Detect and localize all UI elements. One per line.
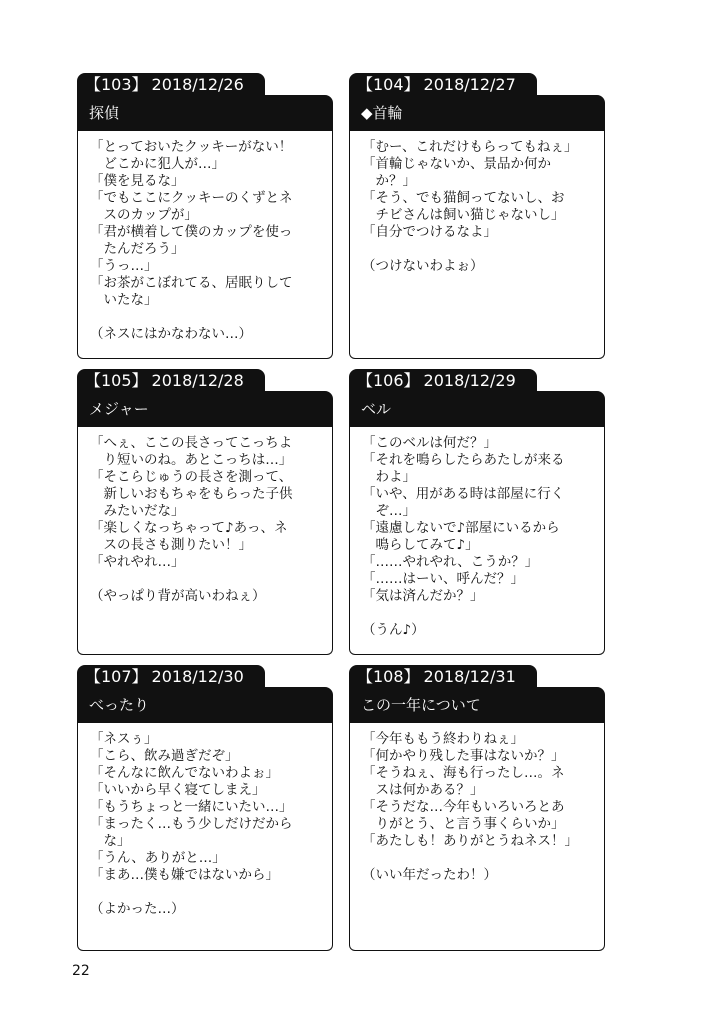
dialogue-line: みたいだな」 (90, 503, 185, 519)
dialogue-line: わよ」 (362, 469, 416, 485)
dialogue-line: スのカップが」 (90, 207, 198, 223)
dialogue-line: 「ネスぅ」 (90, 731, 158, 747)
dialogue-line: りがとう、と言う事くらいか」 (362, 816, 565, 832)
entry-tab (349, 73, 537, 97)
dialogue-line: スは何かある？」 (362, 782, 484, 798)
entry-tab (77, 73, 265, 97)
dialogue-line: 「いいから早く寝てしまえ」 (90, 782, 266, 798)
dialogue-line: 「そんなに飲んでないわよぉ」 (90, 765, 279, 781)
dialogue-line: 「とっておいたクッキーがない！ (90, 139, 293, 155)
blank-line (362, 850, 594, 867)
entry-number: 【105】 (85, 371, 148, 390)
dialogue-line: 「へぇ、ここの長さってこっちよ (90, 435, 293, 451)
dialogue-line: 鳴らしてみて♪」 (362, 537, 479, 553)
entry-number: 【108】 (357, 667, 420, 686)
page-number: 22 (72, 963, 90, 979)
entry-number: 【103】 (85, 75, 148, 94)
dialogue-line: 新しいおもちゃをもらった子供 (90, 486, 293, 502)
entry-tab (77, 665, 265, 689)
dialogue-line: 「楽しくなっちゃって♪あっ、ネ (90, 520, 288, 536)
entry-body (349, 425, 605, 655)
dialogue-line: か？」 (362, 173, 416, 189)
dialogue-line: たんだろう」 (90, 241, 185, 257)
dialogue-line: チビさんは飼い猫じゃないし」 (362, 207, 565, 223)
entry-body (349, 721, 605, 951)
entry-date: 2018/12/31 (423, 667, 516, 686)
dialogue-line: 「あたしも！ありがとうねネス！」 (362, 833, 578, 849)
entry-date: 2018/12/29 (423, 371, 516, 390)
entry-date: 2018/12/27 (423, 75, 516, 94)
dialogue-line: （よかった…） (90, 901, 185, 917)
blank-line (90, 571, 322, 588)
entry-card-106 (349, 369, 605, 655)
entry-tab (349, 665, 537, 689)
dialogue-line: （やっぱり背が高いわねぇ） (90, 588, 266, 604)
entry-number: 【104】 (357, 75, 420, 94)
dialogue-line: どこかに犯人が…」 (90, 156, 225, 172)
dialogue-line: （ネスにはかなわない…） (90, 326, 252, 342)
dialogue-line: 「……はーい、呼んだ？」 (362, 571, 524, 587)
entry-card-108 (349, 665, 605, 951)
entry-tab (349, 369, 537, 393)
entry-title: この一年について (349, 687, 605, 723)
entry-number: 【106】 (357, 371, 420, 390)
dialogue-line: 「何かやり残した事はないか？」 (362, 748, 565, 764)
dialogue-line: 「今年ももう終わりねぇ」 (362, 731, 524, 747)
entry-date: 2018/12/26 (151, 75, 244, 94)
dialogue-line: 「むー、これだけもらってもねぇ」 (362, 139, 578, 155)
dialogue-line: いたな」 (90, 292, 158, 308)
entry-body (77, 425, 333, 655)
dialogue-line: 「やれやれ…」 (90, 554, 185, 570)
dialogue-line: 「まあ…僕も嫌ではないから」 (90, 867, 279, 883)
entry-card-107 (77, 665, 333, 951)
dialogue-line: （つけないわよぉ） (362, 258, 484, 274)
entry-title: ベル (349, 391, 605, 427)
blank-line (362, 241, 594, 258)
entry-title: 探偵 (77, 95, 333, 131)
entry-title: メジャー (77, 391, 333, 427)
entry-title: べったり (77, 687, 333, 723)
dialogue-line: 「僕を見るな」 (90, 173, 185, 189)
dialogue-line: （うん♪） (362, 622, 425, 638)
dialogue-line: 「このベルは何だ？」 (362, 435, 497, 451)
entry-card-105 (77, 369, 333, 655)
dialogue-line: 「遠慮しないで♪部屋にいるから (362, 520, 560, 536)
dialogue-line: 「でもここにクッキーのくずとネ (90, 190, 293, 206)
blank-line (90, 884, 322, 901)
dialogue-line: 「首輪じゃないか、景品か何か (362, 156, 551, 172)
dialogue-line: 「自分でつけるなよ」 (362, 224, 497, 240)
dialogue-line: 「そこらじゅうの長さを測って、 (90, 469, 293, 485)
dialogue-line: 「うん、ありがと…」 (90, 850, 226, 866)
blank-line (362, 605, 594, 622)
dialogue-line: り短いのね。あとこっちは…」 (90, 452, 293, 468)
entry-number: 【107】 (85, 667, 148, 686)
dialogue-line: 「まったく…もう少しだけだから (90, 816, 293, 832)
dialogue-line: ぞ…」 (362, 503, 416, 519)
dialogue-line: 「……やれやれ、こうか？」 (362, 554, 539, 570)
entry-body (77, 721, 333, 951)
entry-card-104 (349, 73, 605, 359)
dialogue-line: 「そうねぇ、海も行ったし…。ネ (362, 765, 565, 781)
entry-body (349, 129, 605, 359)
dialogue-line: 「そうだな…今年もいろいろとあ (362, 799, 565, 815)
dialogue-line: 「もうちょっと一緒にいたい…」 (90, 799, 293, 815)
entry-date: 2018/12/30 (151, 667, 244, 686)
entry-title: ◆首輪 (349, 95, 605, 131)
dialogue-line: な」 (90, 833, 131, 849)
dialogue-line: （いい年だったわ！） (362, 867, 497, 883)
dialogue-line: 「君が横着して僕のカップを使っ (90, 224, 293, 240)
blank-line (90, 309, 322, 326)
dialogue-line: 「そう、でも猫飼ってないし、お (362, 190, 565, 206)
entry-date: 2018/12/28 (151, 371, 244, 390)
dialogue-line: 「うっ…」 (90, 258, 158, 274)
entry-tab (77, 369, 265, 393)
dialogue-line: 「気は済んだか？」 (362, 588, 484, 604)
dialogue-line: 「こら、飲み過ぎだぞ」 (90, 748, 239, 764)
entry-card-103 (77, 73, 333, 359)
dialogue-line: スの長さも測りたい！」 (90, 537, 252, 553)
dialogue-line: 「いや、用がある時は部屋に行く (362, 486, 565, 502)
entry-body (77, 129, 333, 359)
dialogue-line: 「それを鳴らしたらあたしが来る (362, 452, 565, 468)
dialogue-line: 「お茶がこぼれてる、居眠りして (90, 275, 293, 291)
